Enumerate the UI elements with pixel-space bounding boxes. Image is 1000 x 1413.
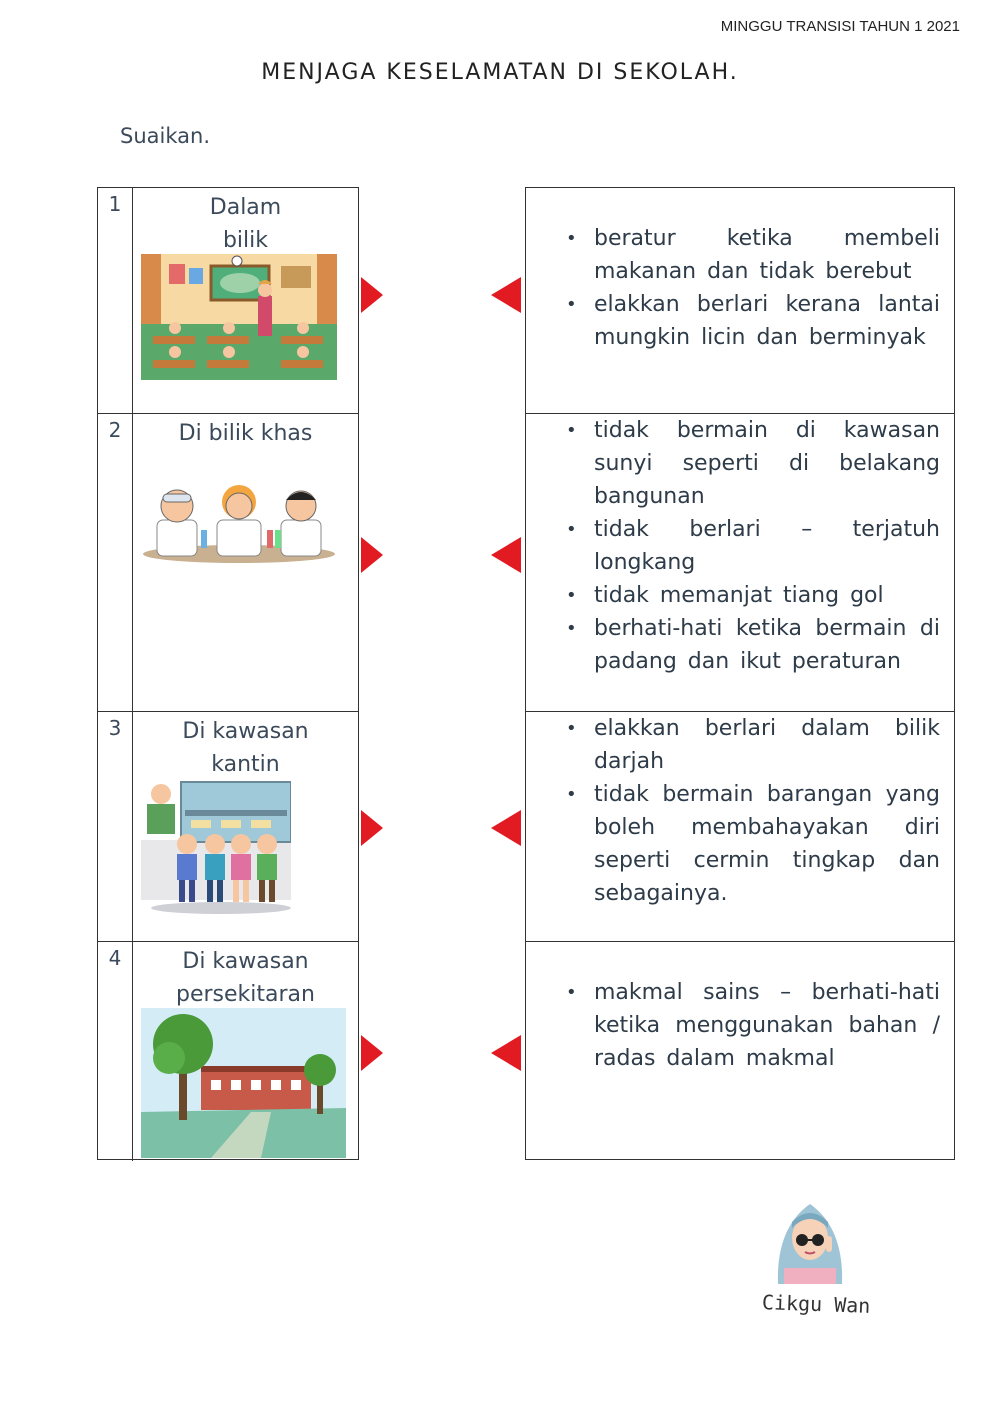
teacher-avatar [770, 1198, 850, 1284]
row-label: Di kawasan kantin [182, 719, 309, 777]
right-row-3 [526, 712, 954, 942]
bullet-item: • tidak bermain di kawasan sunyi seperti di belakang bangunan [566, 414, 940, 513]
signature: Cikgu Wan [761, 1290, 871, 1318]
bullet-item: • tidak berlari – terjatuh longkang [566, 513, 940, 579]
bullet-item: • elakkan berlari dalam bilik darjah [566, 712, 940, 778]
instruction: Suaikan. [120, 124, 210, 148]
right-table [525, 187, 955, 1160]
match-arrow-right-2[interactable] [491, 537, 521, 573]
header-note: MINGGU TRANSISI TAHUN 1 2021 [720, 18, 960, 35]
match-arrow-left-1[interactable] [361, 277, 383, 313]
canteen-queue-picture [141, 780, 291, 918]
row-label: Di kawasan persekitaran [176, 949, 315, 1007]
row-number: 1 [98, 188, 133, 413]
right-row-2 [526, 414, 954, 712]
classroom-picture [141, 254, 337, 380]
right-row-1 [526, 188, 954, 414]
left-row-1 [98, 188, 358, 414]
bullet-item: • tidak memanjat tiang gol [566, 579, 940, 612]
match-arrow-right-1[interactable] [491, 277, 521, 313]
bullet-item: • elakkan berlari kerana lantai mungkin licin dan berminyak [566, 288, 940, 354]
left-row-2 [98, 414, 358, 712]
school-grounds-picture [141, 1008, 346, 1158]
left-row-4 [98, 942, 358, 1161]
bullet-list [566, 222, 940, 354]
match-arrow-left-2[interactable] [361, 537, 383, 573]
lab-children-picture [141, 480, 337, 564]
match-arrow-left-3[interactable] [361, 810, 383, 846]
bullet-list [566, 414, 940, 678]
bullet-item: • berhati-hati ketika bermain di padang dan ikut peraturan [566, 612, 940, 678]
row-label: Di bilik khas [178, 421, 313, 446]
bullet-item: • makmal sains – berhati-hati ketika menggunakan bahan / radas dalam makmal [566, 976, 940, 1075]
bullet-list [566, 712, 940, 910]
row-number: 2 [98, 414, 133, 711]
bullet-list [566, 976, 940, 1075]
match-arrow-right-3[interactable] [491, 810, 521, 846]
left-table [97, 187, 359, 1160]
row-label: Dalam bilik [209, 195, 282, 253]
right-row-4 [526, 942, 954, 1161]
bullet-item: • tidak bermain barangan yang boleh membahayakan diri seperti cermin tingkap dan sebagainya. [566, 778, 940, 910]
row-number: 4 [98, 942, 133, 1161]
left-row-3 [98, 712, 358, 942]
row-number: 3 [98, 712, 133, 941]
match-arrow-right-4[interactable] [491, 1035, 521, 1071]
bullet-item: • beratur ketika membeli makanan dan tidak berebut [566, 222, 940, 288]
match-arrow-left-4[interactable] [361, 1035, 383, 1071]
page-title: MENJAGA KESELAMATAN DI SEKOLAH. [261, 60, 739, 85]
